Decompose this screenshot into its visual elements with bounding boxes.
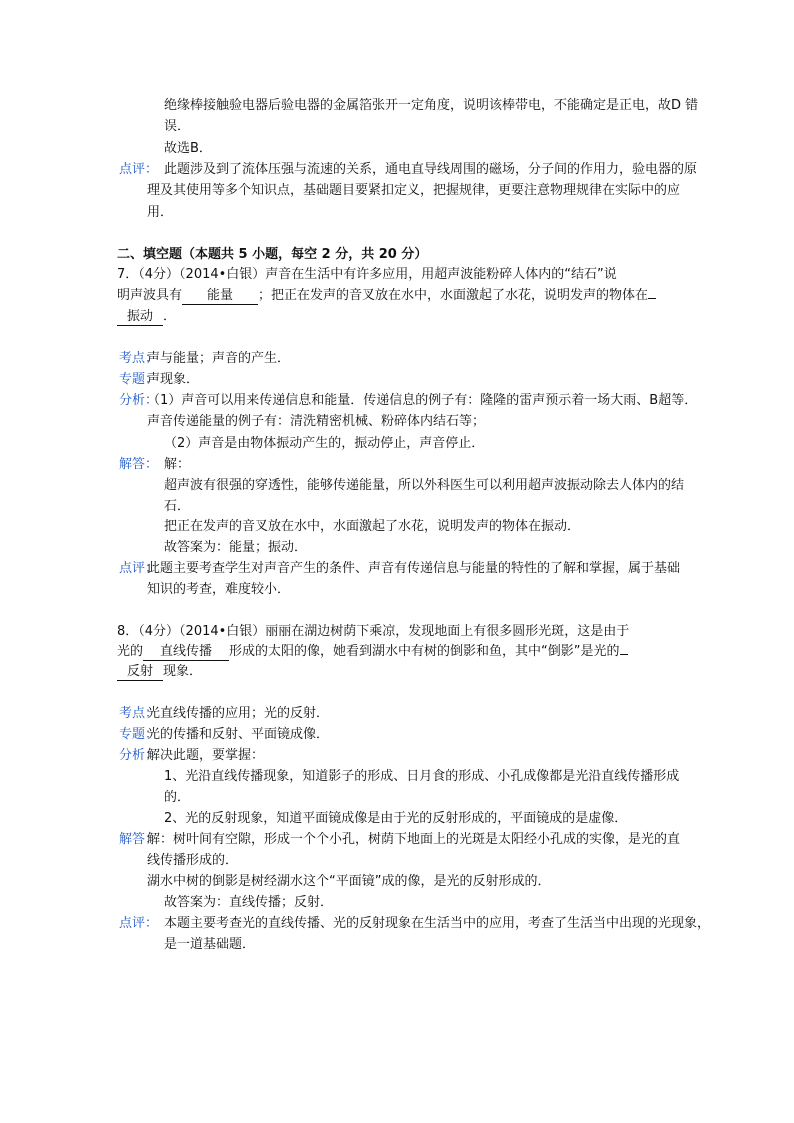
fenxi-line: 声音传递能量的例子有：清洗精密机械、粉碎体内结石等；: [147, 414, 486, 429]
question-text-segment: 明声波具有: [117, 288, 183, 303]
question-8-text: [117, 663, 202, 681]
review-line: 此题涉及到了流体压强与流速的关系，通电直导线周围的磁场，分子间的作用力，验电器的原: [164, 162, 698, 177]
dianping-label: 点评：: [119, 916, 159, 931]
fenxi-line: （1）声音可以用来传递信息和能量．传递信息的例子有：隆隆的雷声预示着一场大雨、B超等．: [147, 393, 698, 408]
dianping-line: 本题主要考查光的直线传播、光的反射现象在生活当中的应用，考查了生活当中出现的光现象，: [164, 916, 711, 931]
question-8-text: 8．（4分）（2014•白银）丽丽在湖边树荫下乘凉，发现地面上有很多圆形光斑，这是由于: [117, 624, 630, 639]
jieda-line: 线传播形成的．: [147, 853, 239, 868]
jieda-line: 湖水中树的倒影是树经湖水这个“平面镜”成的像，是光的反射形成的．: [147, 874, 551, 889]
jieda-line: 解：树叶间有空隙，形成一个个小孔，树荫下地面上的光斑是太阳经小孔成的实像，是光的直: [147, 832, 681, 847]
question-text-segment: ；把正在发声的音叉放在水中，水面激起了水花，说明发声的物体在: [258, 288, 649, 303]
kaodian-text: 光直线传播的应用；光的反射．: [147, 706, 330, 721]
question-7-text: [117, 287, 656, 305]
kaodian-text: 声与能量；声音的产生．: [147, 351, 291, 366]
fenxi-label: 分析：: [119, 748, 159, 763]
question-7-text: 7．（4分）（2014•白银）声音在生活中有许多应用，用超声波能粉碎人体内的“结石”说: [117, 267, 617, 282]
dianping-line: 此题主要考查学生对声音产生的条件、声音有传递信息与能量的特性的了解和掌握，属于基础: [147, 561, 681, 576]
jieda-line: 把正在发声的音叉放在水中，水面激起了水花，说明发声的物体在振动．: [164, 519, 581, 534]
question-text-segment: 现象．: [163, 664, 203, 679]
fenxi-line: 2、光的反射现象，知道平面镜成像是由于光的反射形成的，平面镜成的是虚像．: [164, 811, 628, 826]
review-line: 用．: [147, 205, 174, 220]
answer-blank: 能量: [182, 288, 258, 305]
fenxi-label: 分析：: [119, 393, 159, 408]
fenxi-line: 1、光沿直线传播现象，知道影子的形成、日月食的形成、小孔成像都是光沿直线传播形成: [164, 769, 680, 784]
question-text-segment: ．: [163, 309, 177, 324]
review-label: 点评：: [119, 162, 159, 177]
solution-line: 故选B．: [164, 141, 212, 156]
fenxi-line: （2）声音是由物体振动产生的，振动停止，声音停止．: [164, 436, 485, 451]
question-text-segment: 光的: [117, 644, 144, 659]
jieda-label: 解答：: [119, 832, 159, 847]
fenxi-line: 的．: [164, 790, 191, 805]
zhuanti-text: 光的传播和反射、平面镜成像．: [147, 727, 330, 742]
solution-line: 绝缘棒接触验电器后验电器的金属箔张开一定角度，说明该棒带电，不能确定是正电，故D 错: [164, 98, 699, 113]
jieda-line: 石．: [164, 499, 191, 514]
dianping-line: 知识的考查，难度较小．: [147, 582, 291, 597]
fenxi-line: 解决此题，要掌握：: [147, 748, 265, 763]
zhuanti-label: 专题：: [119, 727, 159, 742]
jieda-label: 解答：: [119, 457, 159, 472]
answer-blank: 反射: [117, 664, 163, 681]
zhuanti-text: 声现象．: [147, 372, 200, 387]
kaodian-label: 考点：: [119, 351, 159, 366]
jieda-line: 解：: [164, 457, 191, 472]
section-title: 二、填空题（本题共 5 小题，每空 2 分，共 20 分）: [117, 247, 428, 262]
answer-blank-underline: [648, 298, 656, 299]
jieda-line: 故答案为：能量；振动．: [164, 540, 308, 555]
zhuanti-label: 专题：: [119, 372, 159, 387]
dianping-line: 是一道基础题．: [164, 937, 256, 952]
question-7-text: [117, 308, 176, 326]
question-text-segment: 形成的太阳的像，她看到湖水中有树的倒影和鱼，其中“倒影”是光的: [229, 644, 620, 659]
question-8-text: [117, 643, 628, 661]
kaodian-label: 考点：: [119, 706, 159, 721]
dianping-label: 点评：: [119, 561, 159, 576]
answer-blank-underline: [620, 654, 628, 655]
answer-blank: 振动: [117, 309, 163, 326]
review-line: 理及其使用等多个知识点，基础题目要紧扣定义，把握规律，更要注意物理规律在实际中的应: [147, 183, 681, 198]
solution-line: 误．: [164, 119, 191, 134]
answer-blank: 直线传播: [143, 644, 229, 661]
jieda-line: 超声波有很强的穿透性，能够传递能量，所以外科医生可以利用超声波振动除去人体内的结: [164, 478, 685, 493]
jieda-line: 故答案为：直线传播；反射．: [164, 895, 334, 910]
